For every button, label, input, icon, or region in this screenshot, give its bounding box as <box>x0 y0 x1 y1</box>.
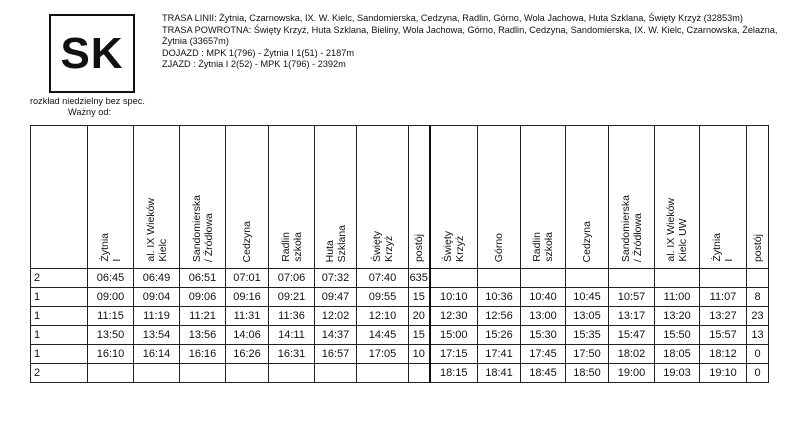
departure-time: 06:45 <box>88 269 134 288</box>
departure-time: 14:06 <box>226 326 269 345</box>
stop-header <box>521 126 566 269</box>
line-code-box <box>49 14 135 93</box>
table-row <box>31 269 769 288</box>
table-row <box>31 326 769 345</box>
stop-header-label: postój <box>412 233 425 262</box>
departure-time: 12:56 <box>478 307 521 326</box>
departure-time: 19:10 <box>700 364 747 383</box>
stop-header-label: Radlin szkoła <box>531 232 555 262</box>
departure-time: 18:15 <box>430 364 478 383</box>
layover-cell: 20 <box>409 307 430 326</box>
stop-header <box>430 126 478 269</box>
departure-time: 11:07 <box>700 288 747 307</box>
departure-time: 09:55 <box>357 288 409 307</box>
layover-cell <box>747 269 769 288</box>
table-row <box>31 307 769 326</box>
departure-time: 14:45 <box>357 326 409 345</box>
stop-header-label: al. IX Wieków Kielc <box>144 198 169 262</box>
layover-cell: 15 <box>409 288 430 307</box>
stop-header-label: al. IX Wieków Kielc UW <box>665 198 689 262</box>
departure-time <box>269 364 315 383</box>
departure-time: 13:05 <box>566 307 609 326</box>
layover-cell: 23 <box>747 307 769 326</box>
departure-time: 17:41 <box>478 345 521 364</box>
vehicle-cell: 1 <box>31 307 88 326</box>
stop-header <box>315 126 357 269</box>
departure-time: 09:06 <box>180 288 226 307</box>
stop-header-label: Święty Krzyż <box>441 231 466 262</box>
departure-time: 14:37 <box>315 326 357 345</box>
vehicle-cell: 1 <box>31 345 88 364</box>
stop-header-label: Żytnia I <box>711 233 735 262</box>
departure-time: 12:30 <box>430 307 478 326</box>
departure-time: 11:00 <box>655 288 700 307</box>
departure-time: 16:57 <box>315 345 357 364</box>
departure-time <box>88 364 134 383</box>
departure-time: 16:31 <box>269 345 315 364</box>
departure-time: 11:15 <box>88 307 134 326</box>
stop-header-label: Radlin szkoła <box>279 232 304 262</box>
stop-header <box>357 126 409 269</box>
departure-time: 18:41 <box>478 364 521 383</box>
stop-header <box>655 126 700 269</box>
table-row <box>31 288 769 307</box>
departure-time: 15:57 <box>700 326 747 345</box>
departure-time: 13:50 <box>88 326 134 345</box>
stop-header-label: Cedzyna <box>241 220 253 262</box>
departure-time: 10:57 <box>609 288 655 307</box>
departure-time: 10:45 <box>566 288 609 307</box>
vehicle-cell: 1 <box>31 288 88 307</box>
layover-cell: 0 <box>747 345 769 364</box>
departure-time: 16:10 <box>88 345 134 364</box>
route-exit: ZJAZD : Żytnia I 2(52) - MPK 1(796) - 2392m <box>162 59 346 69</box>
stop-header <box>134 126 180 269</box>
departure-time: 11:31 <box>226 307 269 326</box>
departure-time: 10:40 <box>521 288 566 307</box>
departure-time: 15:47 <box>609 326 655 345</box>
stop-header <box>566 126 609 269</box>
departure-time: 17:45 <box>521 345 566 364</box>
departure-time: 09:04 <box>134 288 180 307</box>
departure-time <box>226 364 269 383</box>
departure-time: 18:12 <box>700 345 747 364</box>
departure-time <box>357 364 409 383</box>
stop-header-label: Cedzyna <box>581 220 593 262</box>
departure-time: 09:21 <box>269 288 315 307</box>
layover-cell: 0 <box>747 364 769 383</box>
departure-time <box>609 269 655 288</box>
stop-header <box>180 126 226 269</box>
stop-header <box>269 126 315 269</box>
vehicle-cell: 1 <box>31 326 88 345</box>
route-return: TRASA POWROTNA: Święty Krzyż, Huta Szklana, Bieliny, Wola Jachowa, Górno, Radlin, Cedzyna, Sandomierska, IX. W. Kielc, Czarnowska, Żelazna, Żytnia (33657m) <box>162 24 778 46</box>
departure-time <box>430 269 478 288</box>
departure-time: 07:01 <box>226 269 269 288</box>
stop-header <box>609 126 655 269</box>
departure-time: 10:36 <box>478 288 521 307</box>
departure-time: 18:50 <box>566 364 609 383</box>
schedule-type: rozkład niedzielny bez spec. <box>30 96 145 106</box>
departure-time: 07:06 <box>269 269 315 288</box>
departure-time: 16:14 <box>134 345 180 364</box>
layover-cell: 13 <box>747 326 769 345</box>
departure-time: 10:10 <box>430 288 478 307</box>
departure-time: 16:26 <box>226 345 269 364</box>
departure-time: 13:20 <box>655 307 700 326</box>
departure-time: 12:10 <box>357 307 409 326</box>
departure-time <box>655 269 700 288</box>
stop-header-label: Żytnia I <box>98 233 123 262</box>
departure-time: 14:11 <box>269 326 315 345</box>
departure-time: 17:05 <box>357 345 409 364</box>
stop-header-label: postój <box>751 233 764 262</box>
departure-time: 07:32 <box>315 269 357 288</box>
departure-time: 15:00 <box>430 326 478 345</box>
departure-time: 19:00 <box>609 364 655 383</box>
table-row <box>31 364 769 383</box>
departure-time: 09:47 <box>315 288 357 307</box>
layover-cell: 15 <box>409 326 430 345</box>
layover-cell: 10 <box>409 345 430 364</box>
departure-time <box>134 364 180 383</box>
line-code: SK <box>60 28 124 78</box>
departure-time: 13:54 <box>134 326 180 345</box>
stop-header-label: Huta Szklana <box>323 224 348 262</box>
departure-time: 18:45 <box>521 364 566 383</box>
departure-time: 18:05 <box>655 345 700 364</box>
stop-header-label: Święty Krzyż <box>370 231 395 262</box>
departure-time <box>478 269 521 288</box>
route-access: DOJAZD : MPK 1(796) - Żytnia I 1(51) - 2187m <box>162 47 354 58</box>
departure-time <box>180 364 226 383</box>
departure-time: 19:03 <box>655 364 700 383</box>
stop-header <box>478 126 521 269</box>
departure-time <box>700 269 747 288</box>
vehicle-cell: 2 <box>31 364 88 383</box>
departure-time <box>315 364 357 383</box>
departure-time: 17:15 <box>430 345 478 364</box>
departure-time: 15:26 <box>478 326 521 345</box>
departure-time <box>566 269 609 288</box>
departure-time: 09:16 <box>226 288 269 307</box>
route-outbound: TRASA LINII: Żytnia, Czarnowska, IX. W. Kielc, Sandomierska, Cedzyna, Radlin, Górno, Wola Jachowa, Huta Szklana, Święty Krzyż (32853m) <box>162 13 743 23</box>
departure-time: 15:30 <box>521 326 566 345</box>
departure-time: 11:19 <box>134 307 180 326</box>
departure-time: 18:02 <box>609 345 655 364</box>
stop-header-label: Sandomierska / Źródłowa <box>190 194 215 262</box>
stop-header <box>700 126 747 269</box>
departure-time: 11:21 <box>180 307 226 326</box>
table-row <box>31 345 769 364</box>
stop-header <box>747 126 769 269</box>
departure-time: 15:50 <box>655 326 700 345</box>
departure-time: 15:35 <box>566 326 609 345</box>
timetable-header-row <box>31 126 769 269</box>
stop-header-label: Górno <box>493 232 505 262</box>
departure-time: 13:27 <box>700 307 747 326</box>
departure-time: 07:40 <box>357 269 409 288</box>
departure-time: 12:02 <box>315 307 357 326</box>
departure-time <box>521 269 566 288</box>
departure-time: 17:50 <box>566 345 609 364</box>
vehicle-cell: 2 <box>31 269 88 288</box>
layover-cell: 8 <box>747 288 769 307</box>
departure-time: 13:56 <box>180 326 226 345</box>
departure-time: 09:00 <box>88 288 134 307</box>
departure-time: 16:16 <box>180 345 226 364</box>
stop-header <box>88 126 134 269</box>
departure-time: 13:00 <box>521 307 566 326</box>
stop-header <box>226 126 269 269</box>
valid-from-label: Ważny od: <box>68 107 112 117</box>
layover-cell <box>409 364 430 383</box>
departure-time: 13:17 <box>609 307 655 326</box>
stop-header <box>31 126 88 269</box>
stop-header <box>409 126 430 269</box>
layover-cell: 635 <box>409 269 430 288</box>
stop-header-label: Sandomierska / Źródłowa <box>619 194 644 262</box>
departure-time: 06:49 <box>134 269 180 288</box>
departure-time: 06:51 <box>180 269 226 288</box>
timetable <box>30 125 769 383</box>
departure-time: 11:36 <box>269 307 315 326</box>
validity-note <box>30 96 145 118</box>
route-info <box>162 13 782 71</box>
